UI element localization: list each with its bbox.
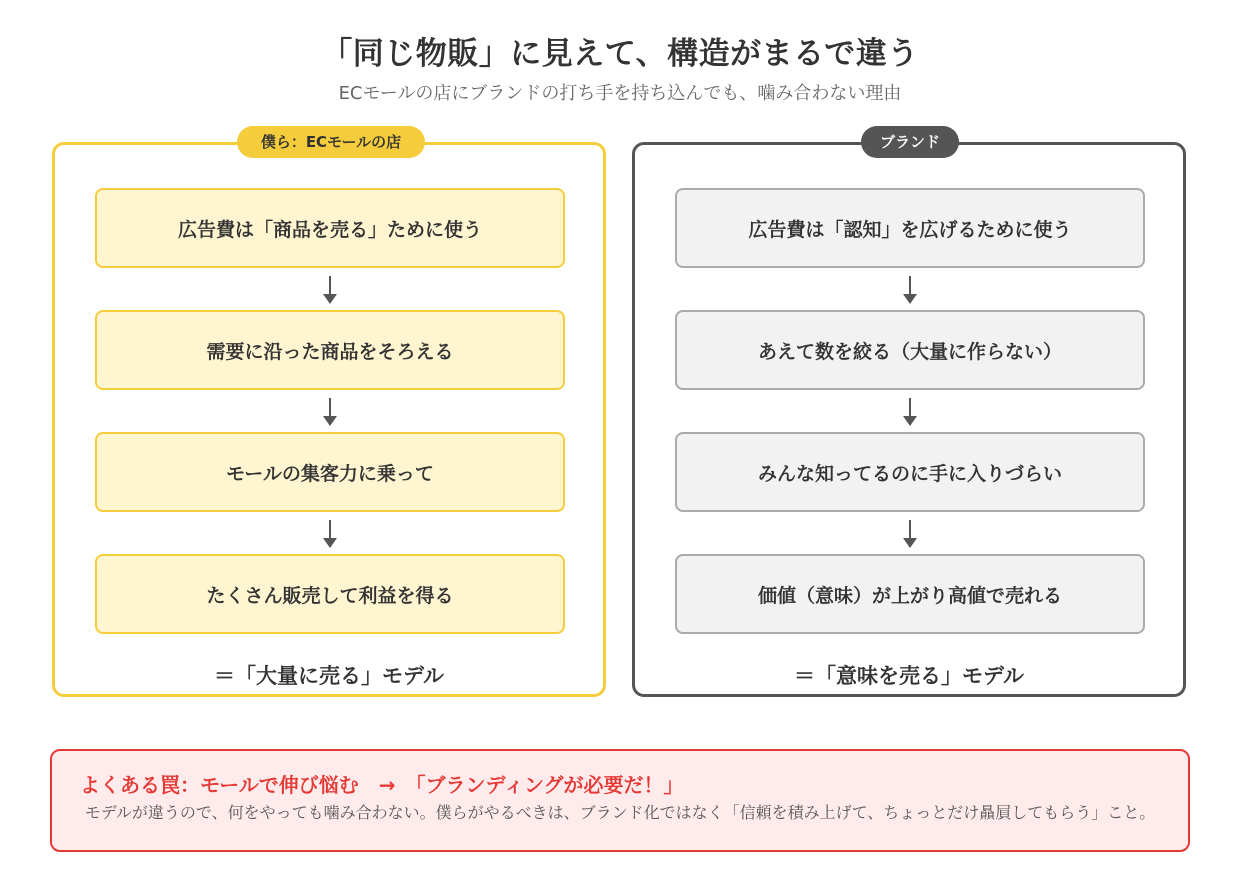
- mall-arrow-down-icon: [322, 276, 338, 306]
- brand-model-label: ＝「意味を売る」モデル: [794, 664, 1024, 688]
- mall-store-badge: 僕ら：ECモールの店: [237, 126, 425, 158]
- common-trap-callout: [50, 749, 1190, 852]
- mall-step-3: モールの集客力に乗って: [95, 432, 565, 512]
- brand-step-1: 広告費は「認知」を広げるために使う: [675, 188, 1145, 268]
- mall-step-1: 広告費は「商品を売る」ために使う: [95, 188, 565, 268]
- brand-arrow-down-icon: [902, 520, 918, 550]
- brand-step-3: みんな知ってるのに手に入りづらい: [675, 432, 1145, 512]
- brand-badge: ブランド: [861, 126, 959, 158]
- brand-arrow-down-icon: [902, 398, 918, 428]
- mall-model-label: ＝「大量に売る」モデル: [214, 664, 444, 688]
- mall-step-4: たくさん販売して利益を得る: [95, 554, 565, 634]
- trap-body: モデルが違うので、何をやっても噛み合わない。僕らがやるべきは、ブランド化ではなく「信頼を積み上げて、ちょっとだけ贔屓してもらう」こと。: [84, 803, 1156, 822]
- mall-arrow-down-icon: [322, 398, 338, 428]
- trap-heading: よくある罠：モールで伸び悩む → 「ブランディングが必要だ！」: [80, 773, 684, 797]
- brand-step-4: 価値（意味）が上がり高値で売れる: [675, 554, 1145, 634]
- page-subtitle: ECモールの店にブランドの打ち手を持ち込んでも、噛み合わない理由: [338, 83, 902, 104]
- mall-arrow-down-icon: [322, 520, 338, 550]
- brand-step-2: あえて数を絞る（大量に作らない）: [675, 310, 1145, 390]
- page-title: 「同じ物販」に見えて、構造がまるで違う: [321, 36, 919, 72]
- brand-arrow-down-icon: [902, 276, 918, 306]
- mall-step-2: 需要に沿った商品をそろえる: [95, 310, 565, 390]
